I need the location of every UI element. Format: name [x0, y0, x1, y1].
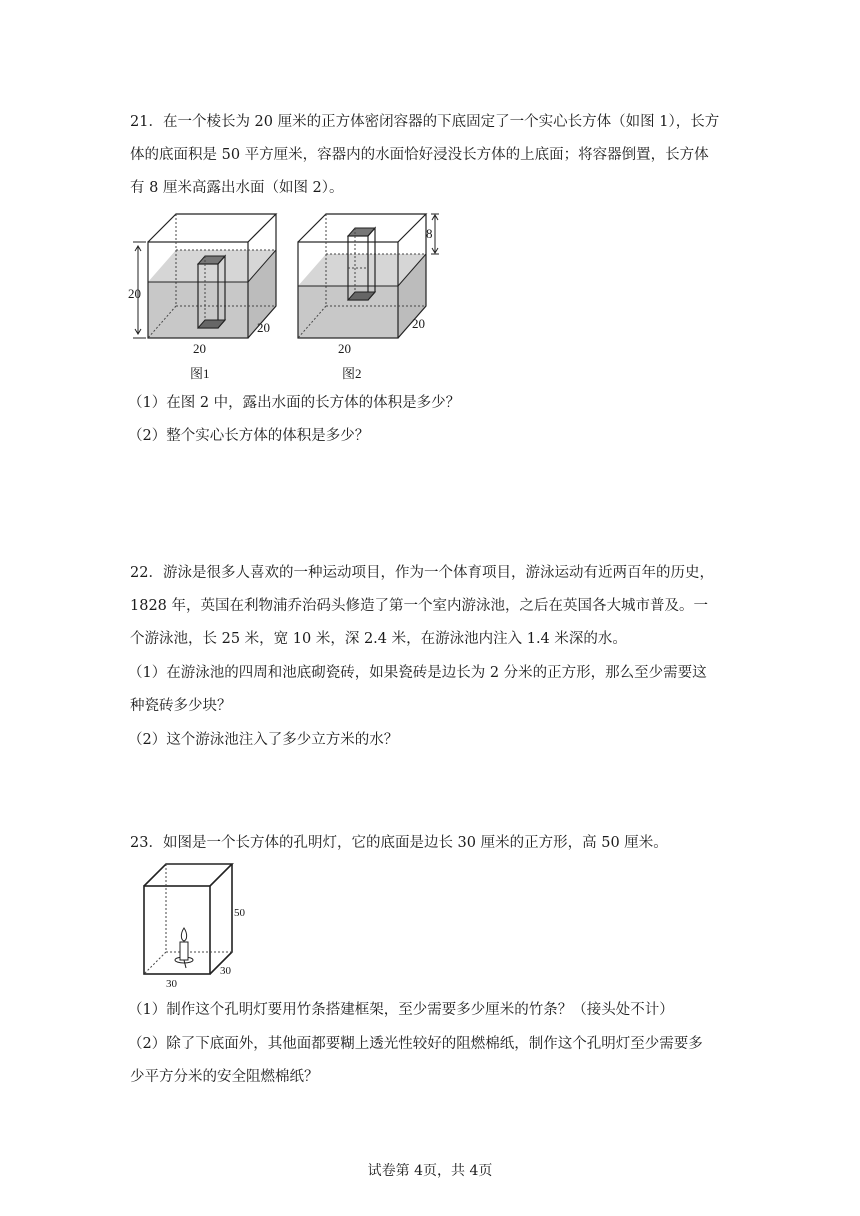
- q21-sub-1: （1）在图 2 中，露出水面的长方体的体积是多少？: [128, 395, 461, 411]
- q23-sub-2-line-2: 少平方分米的安全阻燃棉纸？: [130, 1069, 319, 1085]
- q22-line-2: 1828 年，英国在利物浦乔治码头修造了第一个室内游泳池，之后在英国各大城市普及。一: [130, 598, 709, 614]
- q21-sub-2: （2）整个实心长方体的体积是多少？: [128, 428, 370, 444]
- q21-line-1: 21．在一个棱长为 20 厘米的正方体密闭容器的下底固定了一个实心长方体（如图 1），长方: [130, 114, 720, 130]
- fig1-height-label: 20: [128, 286, 141, 301]
- fig1-width-label: 20: [193, 341, 206, 356]
- fig1-caption: 图1: [190, 366, 210, 381]
- q23-height-label: 50: [234, 907, 245, 919]
- page-footer: 试卷第 4页，共 4页: [367, 1163, 493, 1179]
- q23-width-label: 30: [166, 978, 177, 990]
- q21-figure-2: [296, 210, 446, 385]
- q22-line-1: 22．游泳是很多人喜欢的一种运动项目，作为一个体育项目，游泳运动有近两百年的历史，: [130, 565, 714, 581]
- q21-figure-1: [128, 210, 278, 385]
- q22-sub-1-line-2: 种瓷砖多少块？: [130, 698, 232, 714]
- q23-depth-label: 30: [220, 965, 231, 977]
- q22-sub-2: （2）这个游泳池注入了多少立方米的水？: [128, 732, 399, 748]
- q22-sub-1-line-1: （1）在游泳池的四周和池底砌瓷砖，如果瓷砖是边长为 2 分米的正方形，那么至少需要这: [128, 665, 707, 681]
- fig2-caption: 图2: [342, 366, 362, 381]
- q23-line-1: 23．如图是一个长方体的孔明灯，它的底面是边长 30 厘米的正方形，高 50 厘米。: [130, 835, 668, 851]
- q23-sub-1: （1）制作这个孔明灯要用竹条搭建框架，至少需要多少厘米的竹条？（接头处不计）: [128, 1002, 674, 1018]
- q23-figure: [136, 856, 266, 991]
- q21-line-3: 有 8 厘米高露出水面（如图 2）。: [130, 180, 344, 196]
- fig2-top-label: 8: [426, 226, 433, 241]
- fig1-depth-label: 20: [257, 320, 270, 335]
- q22-line-3: 个游泳池，长 25 米，宽 10 米，深 2.4 米，在游泳池内注入 1.4 米深的水。: [130, 631, 627, 647]
- fig2-width-label: 20: [338, 341, 351, 356]
- q23-sub-2-line-1: （2）除了下底面外，其他面都要糊上透光性较好的阻燃棉纸，制作这个孔明灯至少需要多: [128, 1036, 703, 1052]
- fig2-depth-label: 20: [412, 316, 425, 331]
- q21-line-2: 体的底面积是 50 平方厘米，容器内的水面恰好浸没长方体的上底面；将容器倒置，长方体: [130, 147, 709, 163]
